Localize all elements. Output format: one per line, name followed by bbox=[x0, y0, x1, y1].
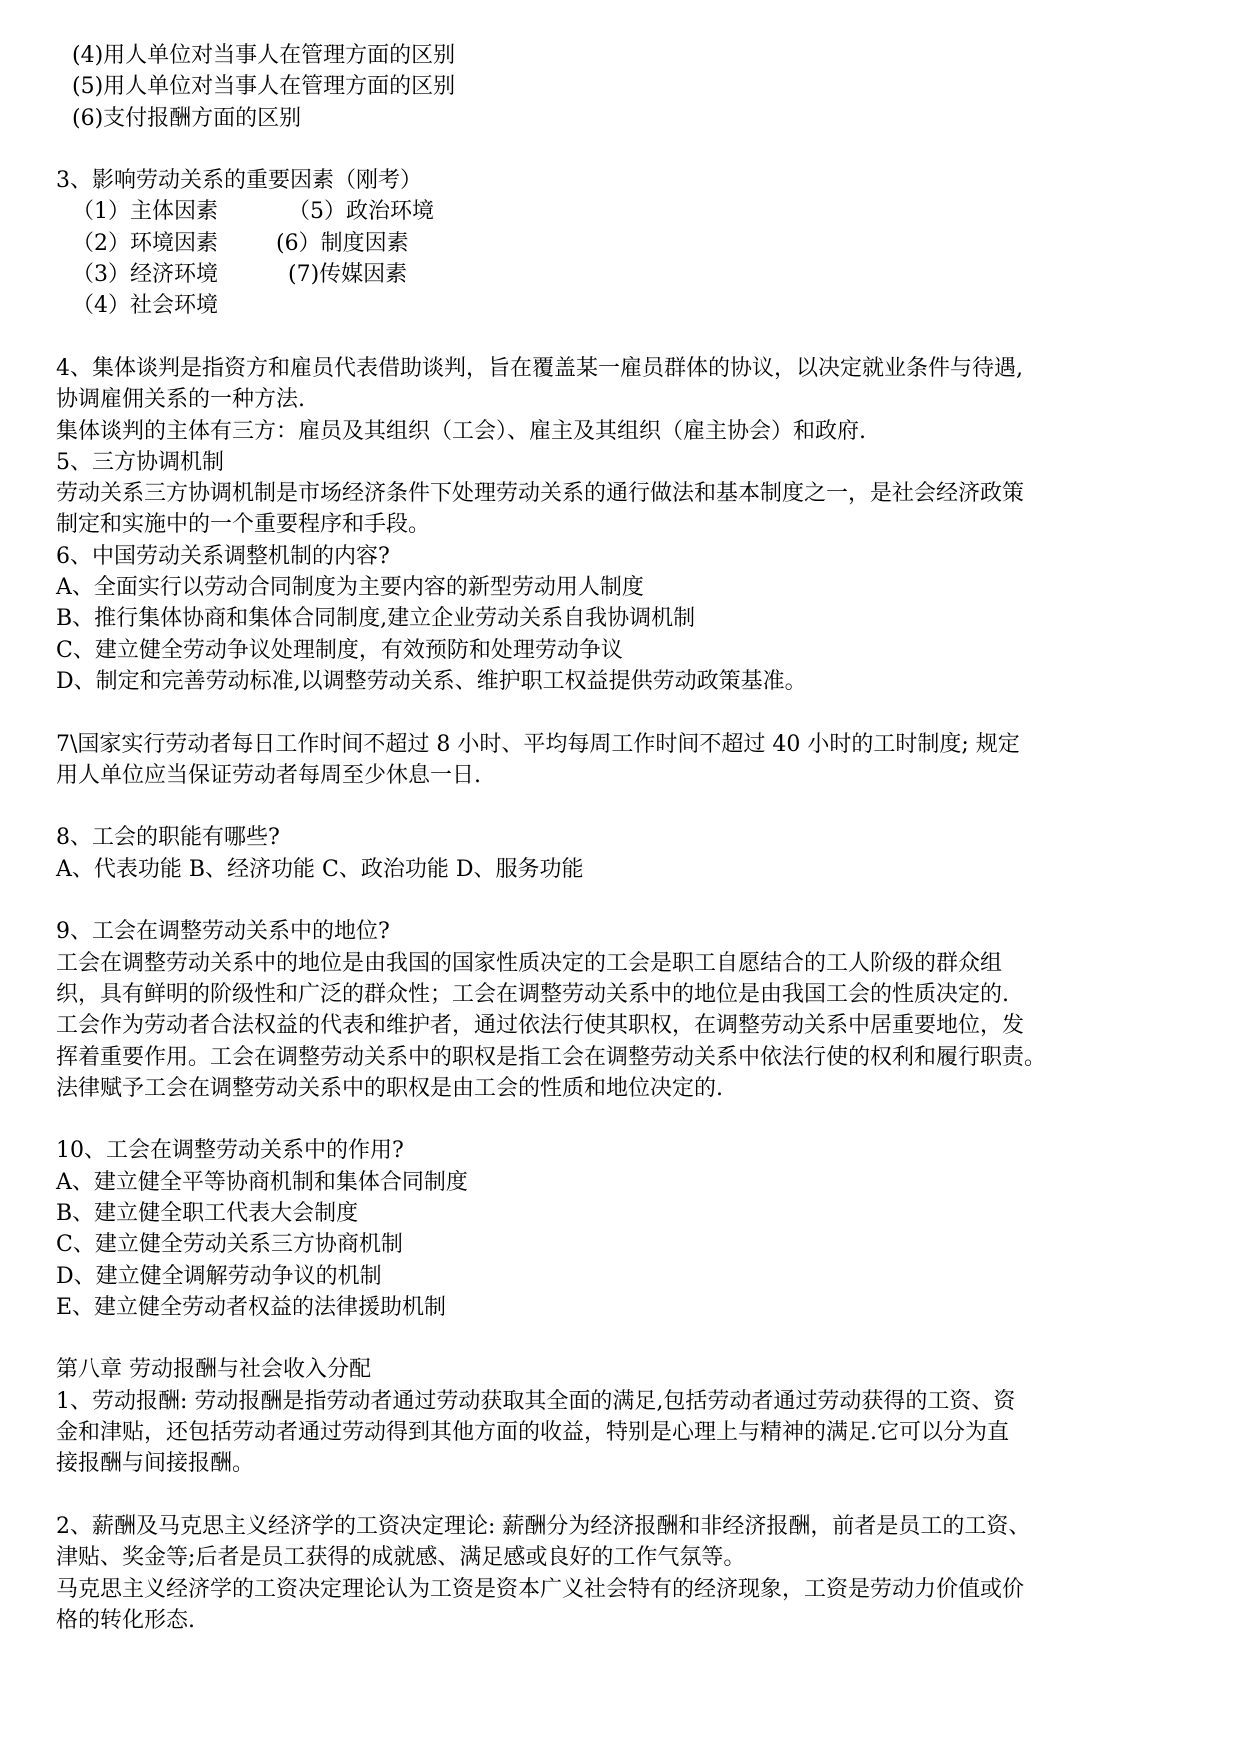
paragraph-line: 津贴、奖金等;后者是员工获得的成就感、满足感或良好的工作气氛等。 bbox=[56, 1545, 746, 1571]
paragraph-line: 2、薪酬及马克思主义经济学的工资决定理论: 薪酬分为经济报酬和非经济报酬，前者是员工的工资、 bbox=[56, 1513, 1031, 1539]
paragraph-line: 织，具有鲜明的阶级性和广泛的群众性；工会在调整劳动关系中的地位是由我国工会的性质决定的. bbox=[56, 981, 1009, 1007]
section-4 bbox=[56, 353, 1181, 447]
list-item: (6)支付报酬方面的区别 bbox=[72, 105, 302, 131]
section-10 bbox=[56, 1135, 1181, 1323]
section-6 bbox=[56, 541, 1181, 697]
factor-left: （4）社会环境 bbox=[72, 293, 218, 319]
paragraph-line: 工会在调整劳动关系中的地位是由我国的国家性质决定的工会是职工自愿结合的工人阶级的群众组 bbox=[56, 950, 1003, 976]
section-heading: 5、三方协调机制 bbox=[56, 449, 224, 475]
list-item: (5)用人单位对当事人在管理方面的区别 bbox=[72, 74, 456, 100]
list-item: C、建立健全劳动争议处理制度，有效预防和处理劳动争议 bbox=[56, 637, 623, 663]
list-item: D、制定和完善劳动标准,以调整劳动关系、维护职工权益提供劳动政策基准。 bbox=[56, 668, 807, 694]
section-heading: 9、工会在调整劳动关系中的地位? bbox=[56, 919, 390, 945]
paragraph-line: 制定和实施中的一个重要程序和手段。 bbox=[56, 512, 431, 538]
factor-right: (7)传媒因素 bbox=[288, 262, 408, 288]
list-item: B、推行集体协商和集体合同制度,建立企业劳动关系自我协调机制 bbox=[56, 606, 696, 632]
factor-right: （5）政治环境 bbox=[288, 199, 434, 225]
list-item: D、建立健全调解劳动争议的机制 bbox=[56, 1263, 382, 1289]
list-item: A、建立健全平等协商机制和集体合同制度 bbox=[56, 1169, 468, 1195]
factor-right: (6）制度因素 bbox=[276, 230, 409, 256]
factor-row bbox=[56, 196, 1181, 227]
paragraph-line: A、代表功能 B、经济功能 C、政治功能 D、服务功能 bbox=[56, 856, 584, 882]
list-item: C、建立健全劳动关系三方协商机制 bbox=[56, 1232, 403, 1258]
paragraph-line: 接报酬与间接报酬。 bbox=[56, 1451, 255, 1477]
paragraph-line: 协调雇佣关系的一种方法. bbox=[56, 387, 305, 413]
section-3 bbox=[56, 165, 1181, 321]
paragraph-line: 格的转化形态. bbox=[56, 1607, 195, 1633]
section-heading: 3、影响劳动关系的重要因素（刚考） bbox=[56, 168, 422, 194]
factor-row bbox=[56, 228, 1181, 259]
section-heading: 6、中国劳动关系调整机制的内容? bbox=[56, 543, 390, 569]
factor-row bbox=[56, 259, 1181, 290]
section-5 bbox=[56, 447, 1181, 541]
list-item: B、建立健全职工代表大会制度 bbox=[56, 1200, 359, 1226]
paragraph-line: 用人单位应当保证劳动者每周至少休息一日. bbox=[56, 762, 481, 788]
section-heading: 10、工会在调整劳动关系中的作用? bbox=[56, 1138, 404, 1164]
paragraph-line: 集体谈判的主体有三方：雇员及其组织（工会）、雇主及其组织（雇主协会）和政府. bbox=[56, 418, 866, 444]
section-8 bbox=[56, 822, 1181, 885]
chapter-title: 第八章 劳动报酬与社会收入分配 bbox=[56, 1357, 371, 1383]
factor-left: （3）经济环境 bbox=[72, 262, 218, 288]
paragraph-line: 工会作为劳动者合法权益的代表和维护者，通过依法行使其职权，在调整劳动关系中居重要地位，发 bbox=[56, 1013, 1025, 1039]
top-list bbox=[56, 40, 1181, 134]
paragraph-line: 7\国家实行劳动者每日工作时间不超过 8 小时、平均每周工作时间不超过 40 小时的工时制度; 规定 bbox=[56, 731, 1020, 757]
list-item: E、建立健全劳动者权益的法律援助机制 bbox=[56, 1294, 447, 1320]
chapter-8-item-2 bbox=[56, 1511, 1181, 1636]
paragraph-line: 马克思主义经济学的工资决定理论认为工资是资本广义社会特有的经济现象，工资是劳动力价值或价 bbox=[56, 1576, 1025, 1602]
paragraph-line: 劳动关系三方协调机制是市场经济条件下处理劳动关系的通行做法和基本制度之一，是社会经济政策 bbox=[56, 481, 1025, 507]
factor-left: （1）主体因素 bbox=[72, 199, 218, 225]
paragraph-line: 金和津贴，还包括劳动者通过劳动得到其他方面的收益，特别是心理上与精神的满足.它可以分为直 bbox=[56, 1420, 1009, 1446]
list-item: (4)用人单位对当事人在管理方面的区别 bbox=[72, 43, 456, 68]
section-7 bbox=[56, 729, 1181, 792]
factor-row bbox=[56, 290, 1181, 321]
list-item: A、全面实行以劳动合同制度为主要内容的新型劳动用人制度 bbox=[56, 575, 644, 601]
paragraph-line: 挥着重要作用。工会在调整劳动关系中的职权是指工会在调整劳动关系中依法行使的权利和履行职责。 bbox=[56, 1044, 1047, 1070]
document-page bbox=[56, 40, 1181, 1636]
chapter-8 bbox=[56, 1354, 1181, 1479]
section-9 bbox=[56, 916, 1181, 1104]
paragraph-line: 法律赋予工会在调整劳动关系中的职权是由工会的性质和地位决定的. bbox=[56, 1075, 723, 1101]
paragraph-line: 1、劳动报酬: 劳动报酬是指劳动者通过劳动获取其全面的满足,包括劳动者通过劳动获得的工资、资 bbox=[56, 1388, 1016, 1414]
paragraph-line: 4、集体谈判是指资方和雇员代表借助谈判，旨在覆盖某一雇员群体的协议，以决定就业条件与待遇, bbox=[56, 355, 1023, 381]
section-heading: 8、工会的职能有哪些? bbox=[56, 825, 280, 851]
factor-left: （2）环境因素 bbox=[72, 230, 218, 256]
